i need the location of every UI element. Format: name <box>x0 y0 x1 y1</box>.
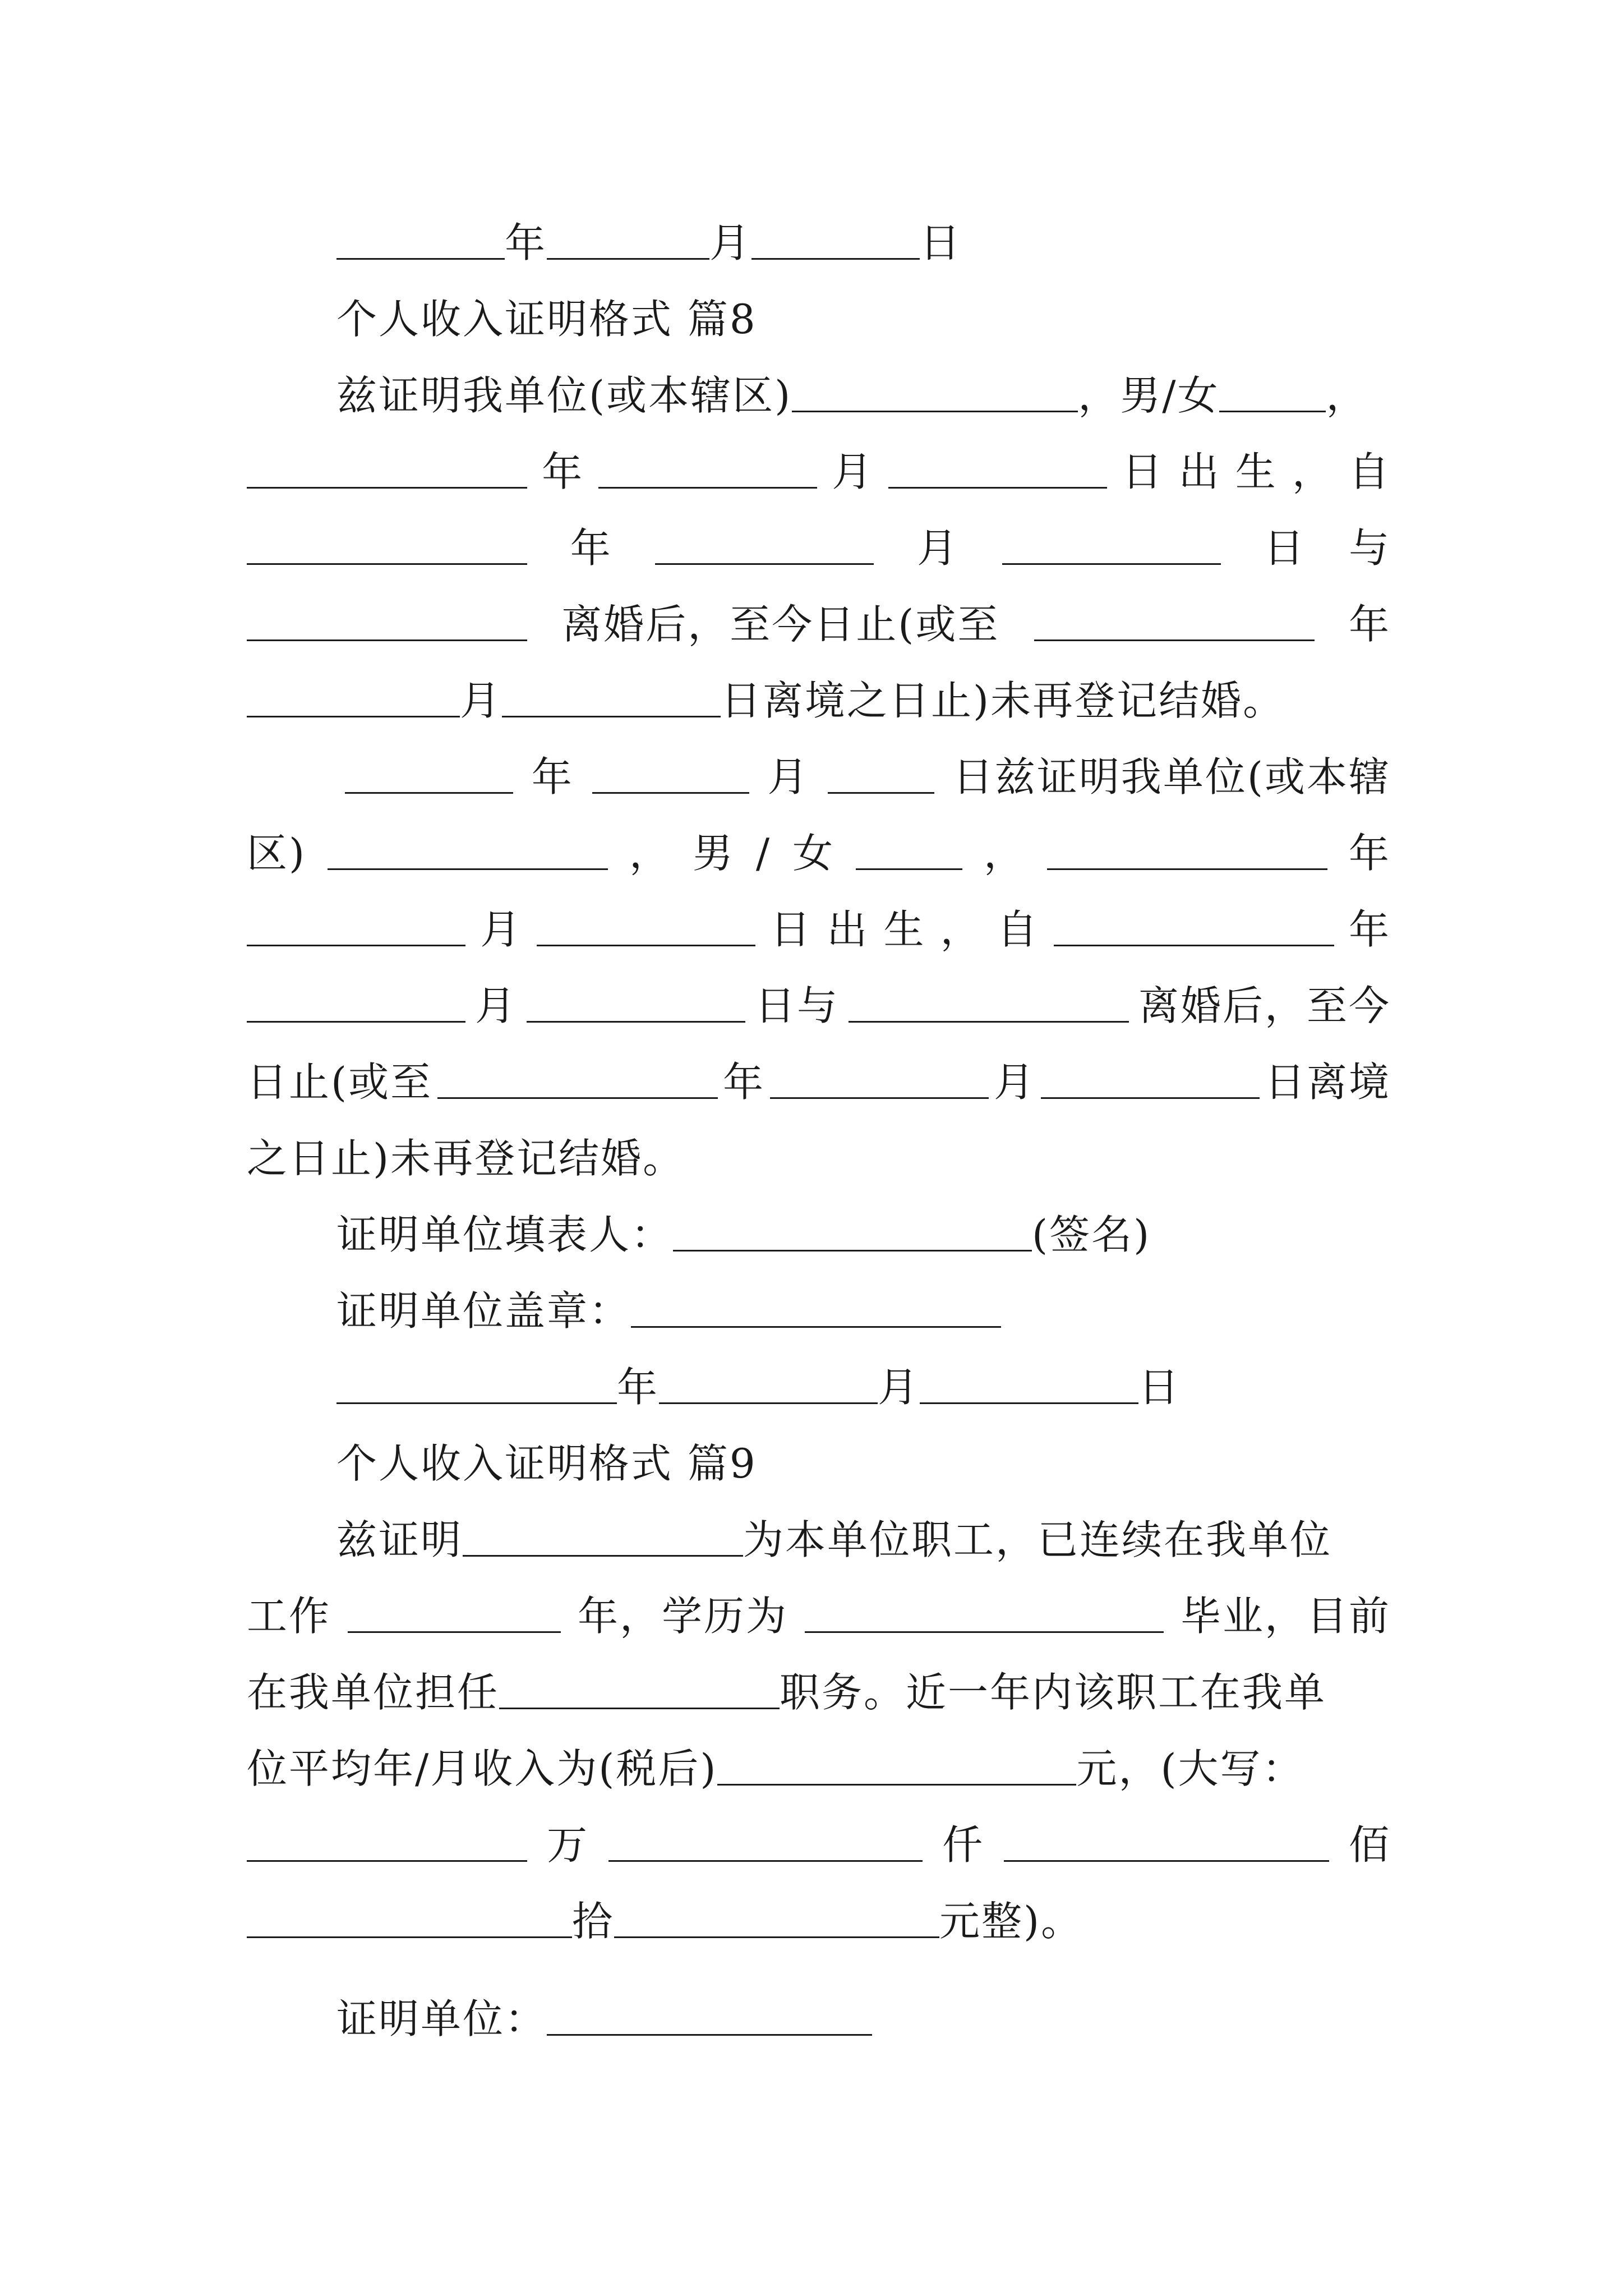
paragraph-line <box>345 738 1391 816</box>
blank[interactable] <box>463 1524 743 1557</box>
text: 日 <box>1264 524 1306 572</box>
signature-note: (签名) <box>1032 1211 1151 1258</box>
blank[interactable] <box>336 1371 617 1404</box>
unit-field[interactable] <box>547 2003 872 2036</box>
text: 女 <box>792 830 835 877</box>
text: 离婚后，至今日止(或至 <box>561 601 1000 648</box>
section-heading-8 <box>336 280 1391 358</box>
blank[interactable] <box>1047 837 1327 870</box>
blank[interactable] <box>655 532 874 565</box>
signer-label: 证明单位填表人： <box>336 1211 674 1258</box>
text: 自 <box>997 906 1039 953</box>
blank[interactable] <box>247 455 527 489</box>
date-line-1 <box>336 204 1391 282</box>
blank[interactable] <box>751 227 920 260</box>
text: 日兹证明我单位(或本辖 <box>952 753 1391 800</box>
text: 日离境 <box>1264 1059 1391 1106</box>
text: ， <box>1292 448 1334 495</box>
paragraph-line <box>336 1501 1391 1579</box>
blank[interactable] <box>328 837 608 870</box>
blank[interactable] <box>336 227 505 260</box>
text: 日 <box>770 906 813 953</box>
blank[interactable] <box>1041 1066 1260 1099</box>
text: 年 <box>723 1059 766 1106</box>
blank[interactable] <box>537 913 755 946</box>
blank[interactable] <box>247 684 460 717</box>
text: 年，学历为 <box>577 1593 788 1640</box>
paragraph-line <box>247 662 1391 739</box>
paragraph-line <box>247 586 1391 663</box>
date-line-2 <box>336 1349 1391 1426</box>
text: 日离境之日止)未再登记结婚。 <box>721 677 1285 724</box>
blank[interactable] <box>717 1752 1076 1786</box>
seal-field[interactable] <box>631 1295 1001 1328</box>
blank[interactable] <box>1054 913 1334 946</box>
blank[interactable] <box>247 608 527 641</box>
text: 元，(大写： <box>1076 1745 1304 1792</box>
blank[interactable] <box>888 455 1107 489</box>
signer-line <box>336 1196 1391 1273</box>
blank[interactable] <box>1004 1829 1329 1862</box>
text: 兹证明 <box>336 1516 463 1563</box>
text: 生 <box>1235 448 1278 495</box>
blank[interactable] <box>527 990 745 1023</box>
paragraph-line <box>247 1120 1391 1197</box>
blank[interactable] <box>547 227 709 260</box>
text: 月 <box>767 753 810 800</box>
text: 兹证明我单位(或本辖区) <box>336 372 792 419</box>
unit-label: 证明单位： <box>336 1995 547 2042</box>
text: 佰 <box>1348 1821 1391 1869</box>
blank[interactable] <box>1002 532 1221 565</box>
text: 万 <box>546 1821 589 1869</box>
text: 工作 <box>247 1593 331 1640</box>
text: / <box>755 830 772 877</box>
signer-field[interactable] <box>673 1218 1032 1251</box>
year-label: 年 <box>505 219 547 266</box>
blank[interactable] <box>247 913 465 946</box>
text: 仟 <box>942 1821 984 1869</box>
paragraph-line <box>247 1730 1391 1807</box>
text: ， <box>1326 372 1368 419</box>
text: 生 <box>883 906 926 953</box>
text: 年 <box>570 524 612 572</box>
section-heading-9 <box>336 1425 1391 1502</box>
text: 出 <box>827 906 869 953</box>
blank[interactable] <box>828 761 934 794</box>
text: ，男/女 <box>1078 372 1220 419</box>
paragraph-line <box>247 1883 1391 1960</box>
text: 年 <box>531 753 574 800</box>
blank[interactable] <box>592 761 749 794</box>
text: 拾 <box>572 1898 615 1945</box>
paragraph-line <box>247 815 1391 892</box>
text: 月 <box>916 524 959 572</box>
year-label: 年 <box>617 1364 660 1411</box>
blank[interactable] <box>437 1066 718 1099</box>
blank[interactable] <box>247 990 465 1023</box>
paragraph-line <box>247 1043 1391 1121</box>
blank[interactable] <box>614 1905 939 1938</box>
blank[interactable] <box>502 684 721 717</box>
blank[interactable] <box>805 1600 1164 1633</box>
paragraph-line <box>247 1654 1391 1731</box>
blank[interactable] <box>1034 608 1315 641</box>
text: 职务。近一年内该职工在我单 <box>780 1669 1327 1716</box>
text: 之日止)未再登记结婚。 <box>247 1135 685 1182</box>
paragraph-line <box>247 891 1391 968</box>
blank[interactable] <box>856 837 962 870</box>
blank[interactable] <box>770 1066 989 1099</box>
blank[interactable] <box>247 1829 527 1862</box>
text: 月 <box>474 982 517 1029</box>
blank[interactable] <box>499 1676 780 1709</box>
heading-text: 个人收入证明格式 篇9 <box>336 1440 757 1487</box>
text: ， <box>629 830 671 877</box>
text: 年 <box>1348 601 1391 648</box>
blank[interactable] <box>348 1600 561 1633</box>
text: 月 <box>993 1059 1036 1106</box>
blank[interactable] <box>1219 379 1326 412</box>
month-label: 月 <box>709 219 752 266</box>
paragraph-line <box>247 1577 1391 1655</box>
paragraph-line <box>247 967 1391 1045</box>
text: 在我单位担任 <box>247 1669 500 1716</box>
text: 与 <box>1348 524 1391 572</box>
text: 月 <box>480 906 523 953</box>
text: 年 <box>542 448 584 495</box>
paragraph-line <box>247 433 1391 510</box>
text: 元整)。 <box>939 1898 1083 1945</box>
text: 年 <box>1348 906 1391 953</box>
text: 日 <box>1122 448 1164 495</box>
blank[interactable] <box>608 1829 923 1862</box>
blank[interactable] <box>920 1371 1138 1404</box>
text: 位平均年/月收入为(税后) <box>247 1745 718 1792</box>
text: 自 <box>1348 448 1391 495</box>
text: 出 <box>1178 448 1221 495</box>
unit-line <box>336 1980 1391 2058</box>
text: ， <box>940 906 983 953</box>
heading-text: 个人收入证明格式 篇8 <box>336 296 757 343</box>
text: 月 <box>460 677 502 724</box>
text: 离婚后，至今 <box>1138 982 1391 1029</box>
blank[interactable] <box>345 761 513 794</box>
text: 月 <box>832 448 874 495</box>
paragraph-line <box>247 1806 1391 1884</box>
text: 男 <box>692 830 735 877</box>
blank[interactable] <box>792 379 1078 412</box>
seal-label: 证明单位盖章： <box>336 1287 631 1335</box>
blank[interactable] <box>247 532 527 565</box>
text: 为本单位职工，已连续在我单位 <box>743 1516 1332 1563</box>
text: ， <box>983 830 1026 877</box>
text: 日止(或至 <box>247 1059 433 1106</box>
paragraph-line <box>336 357 1391 434</box>
day-label: 日 <box>1138 1364 1181 1411</box>
text: 毕业，目前 <box>1180 1593 1391 1640</box>
blank[interactable] <box>659 1371 878 1404</box>
text: 年 <box>1348 830 1391 877</box>
day-label: 日 <box>920 219 962 266</box>
paragraph-line <box>247 509 1391 587</box>
blank[interactable] <box>849 990 1129 1023</box>
blank[interactable] <box>247 1905 572 1938</box>
text: 日与 <box>754 982 839 1029</box>
month-label: 月 <box>878 1364 920 1411</box>
text: 区) <box>247 830 307 877</box>
seal-line <box>336 1272 1391 1350</box>
blank[interactable] <box>598 455 817 489</box>
